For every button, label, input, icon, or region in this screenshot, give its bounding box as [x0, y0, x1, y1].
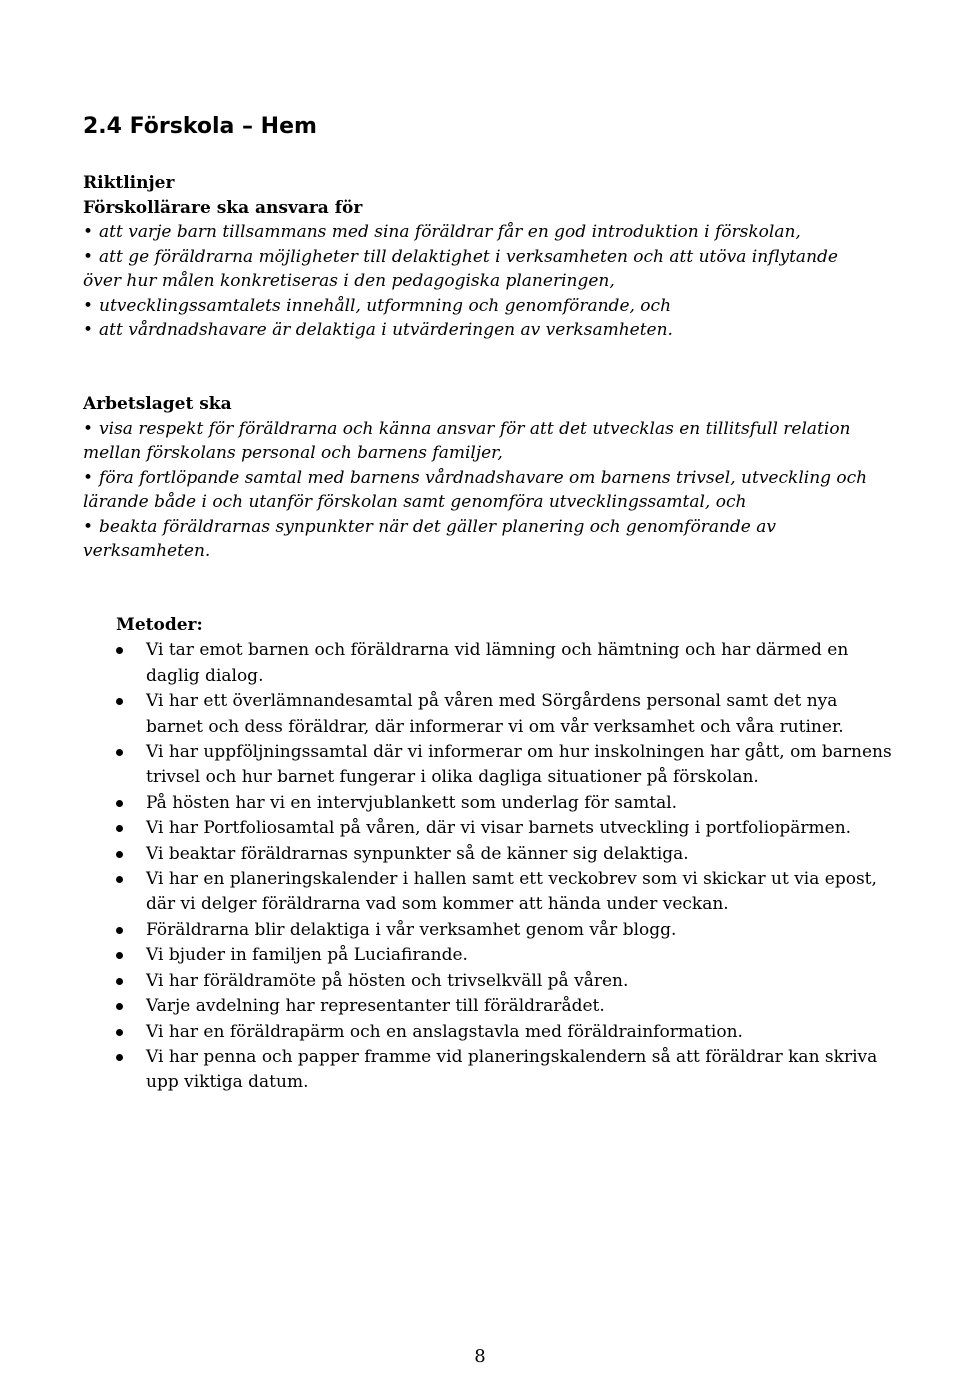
list-item: [83, 220, 873, 245]
riktlinjer-list: [83, 220, 873, 343]
list-item: [116, 689, 896, 740]
bullet-dot: •: [83, 418, 94, 439]
bullet-dot: [116, 1054, 123, 1061]
bullet-dot: •: [83, 516, 94, 537]
list-item-text: Vi tar emot barnen och föräldrarna vid lämning och hämtning och har därmed en daglig dialog.: [146, 640, 849, 686]
bullet-dot: •: [83, 246, 94, 267]
list-item-text: utvecklingssamtalets innehåll, utformning och genomförande, och: [99, 295, 672, 316]
list-item-text: Vi bjuder in familjen på Luciafirande.: [146, 945, 468, 966]
list-item: [83, 417, 873, 466]
list-item: [116, 994, 896, 1019]
list-item: [116, 867, 896, 918]
list-item: [116, 1020, 896, 1045]
list-item-text: Vi har en föräldrapärm och en anslagstavla med föräldrainformation.: [146, 1021, 743, 1042]
list-item-text: att ge föräldrarna möjligheter till delaktighet i verksamheten och att utöva inflytande över hur målen konkretiseras i den pedagogiska planeringen,: [83, 246, 838, 291]
list-item: [83, 294, 873, 319]
riktlinjer-section: [83, 171, 873, 343]
list-item-text: Varje avdelning har representanter till föräldrarådet.: [146, 996, 605, 1017]
bullet-dot: [116, 876, 123, 883]
list-item-text: Vi har föräldramöte på hösten och trivselkväll på våren.: [146, 970, 629, 991]
metoder-list: [116, 638, 896, 1095]
list-item: [83, 515, 873, 564]
bullet-dot: [116, 800, 123, 807]
list-item-text: Vi har uppföljningssamtal där vi informerar om hur inskolningen har gått, om barnens trivsel och hur barnet fungerar i olika dagliga situationer på förskolan.: [146, 742, 892, 788]
bullet-dot: [116, 825, 123, 832]
arbetslaget-list: [83, 417, 873, 564]
list-item: [83, 245, 873, 294]
list-item-text: På hösten har vi en intervjublankett som underlag för samtal.: [146, 792, 678, 813]
riktlinjer-heading: Riktlinjer: [83, 173, 175, 193]
list-item-text: visa respekt för föräldrarna och känna ansvar för att det utvecklas en tillitsfull relation mellan förskolans personal och barnens familjer,: [83, 418, 851, 463]
bullet-dot: [116, 749, 123, 756]
list-item: [116, 1045, 896, 1096]
bullet-dot: [116, 927, 123, 934]
bullet-dot: •: [83, 222, 94, 242]
section-title: 2.4 Förskola – Hem: [83, 114, 317, 139]
page-number: 8: [474, 1346, 486, 1367]
list-item: [116, 740, 896, 791]
list-item: [116, 969, 896, 994]
list-item-text: beakta föräldrarnas synpunkter när det gäller planering och genomförande av verksamheten.: [83, 516, 776, 561]
list-item: [83, 466, 873, 515]
metoder-heading: Metoder:: [116, 615, 203, 635]
list-item-text: föra fortlöpande samtal med barnens vårdnadshavare om barnens trivsel, utveckling och lärande både i och utanför förskolan samt genomföra utvecklingssamtal, och: [83, 467, 868, 512]
list-item-text: Vi har en planeringskalender i hallen samt ett veckobrev som vi skickar ut via epost, där vi delger föräldrarna vad som kommer att hända under veckan.: [146, 869, 877, 915]
list-item-text: Vi har ett överlämnandesamtal på våren med Sörgårdens personal samt det nya barnet och dess föräldrar, där informerar vi om vår verksamhet och våra rutiner.: [146, 691, 844, 737]
list-item: [116, 791, 896, 816]
list-item-text: Vi beaktar föräldrarnas synpunkter så de känner sig delaktiga.: [146, 843, 689, 864]
list-item: [116, 842, 896, 867]
list-item-text: att varje barn tillsammans med sina föräldrar får en god introduktion i förskolan,: [99, 222, 801, 242]
bullet-dot: •: [83, 467, 94, 488]
list-item: [116, 638, 896, 689]
metoder-section: [116, 613, 896, 1096]
list-item: [116, 918, 896, 943]
arbetslaget-section: [83, 392, 873, 564]
bullet-dot: [116, 647, 123, 654]
arbetslaget-heading: Arbetslaget ska: [83, 394, 232, 414]
list-item-text: Vi har penna och papper framme vid planeringskalendern så att föräldrar kan skriva upp viktiga datum.: [146, 1046, 878, 1093]
list-item-text: att vårdnadshavare är delaktiga i utvärderingen av verksamheten.: [99, 320, 673, 340]
list-item-text: Föräldrarna blir delaktiga i vår verksamhet genom vår blogg.: [146, 919, 677, 940]
list-item: [83, 318, 873, 343]
bullet-dot: [116, 1003, 123, 1010]
list-item-text: Vi har Portfoliosamtal på våren, där vi visar barnets utveckling i portfoliopärmen.: [146, 818, 852, 839]
bullet-dot: [116, 851, 123, 858]
bullet-dot: •: [83, 320, 94, 340]
list-item: [116, 943, 896, 968]
list-item: [116, 816, 896, 841]
bullet-dot: [116, 698, 123, 705]
bullet-dot: [116, 1029, 123, 1036]
bullet-dot: [116, 978, 123, 985]
bullet-dot: •: [83, 295, 94, 316]
riktlinjer-subheading: Förskollärare ska ansvara för: [83, 197, 363, 218]
bullet-dot: [116, 952, 123, 959]
